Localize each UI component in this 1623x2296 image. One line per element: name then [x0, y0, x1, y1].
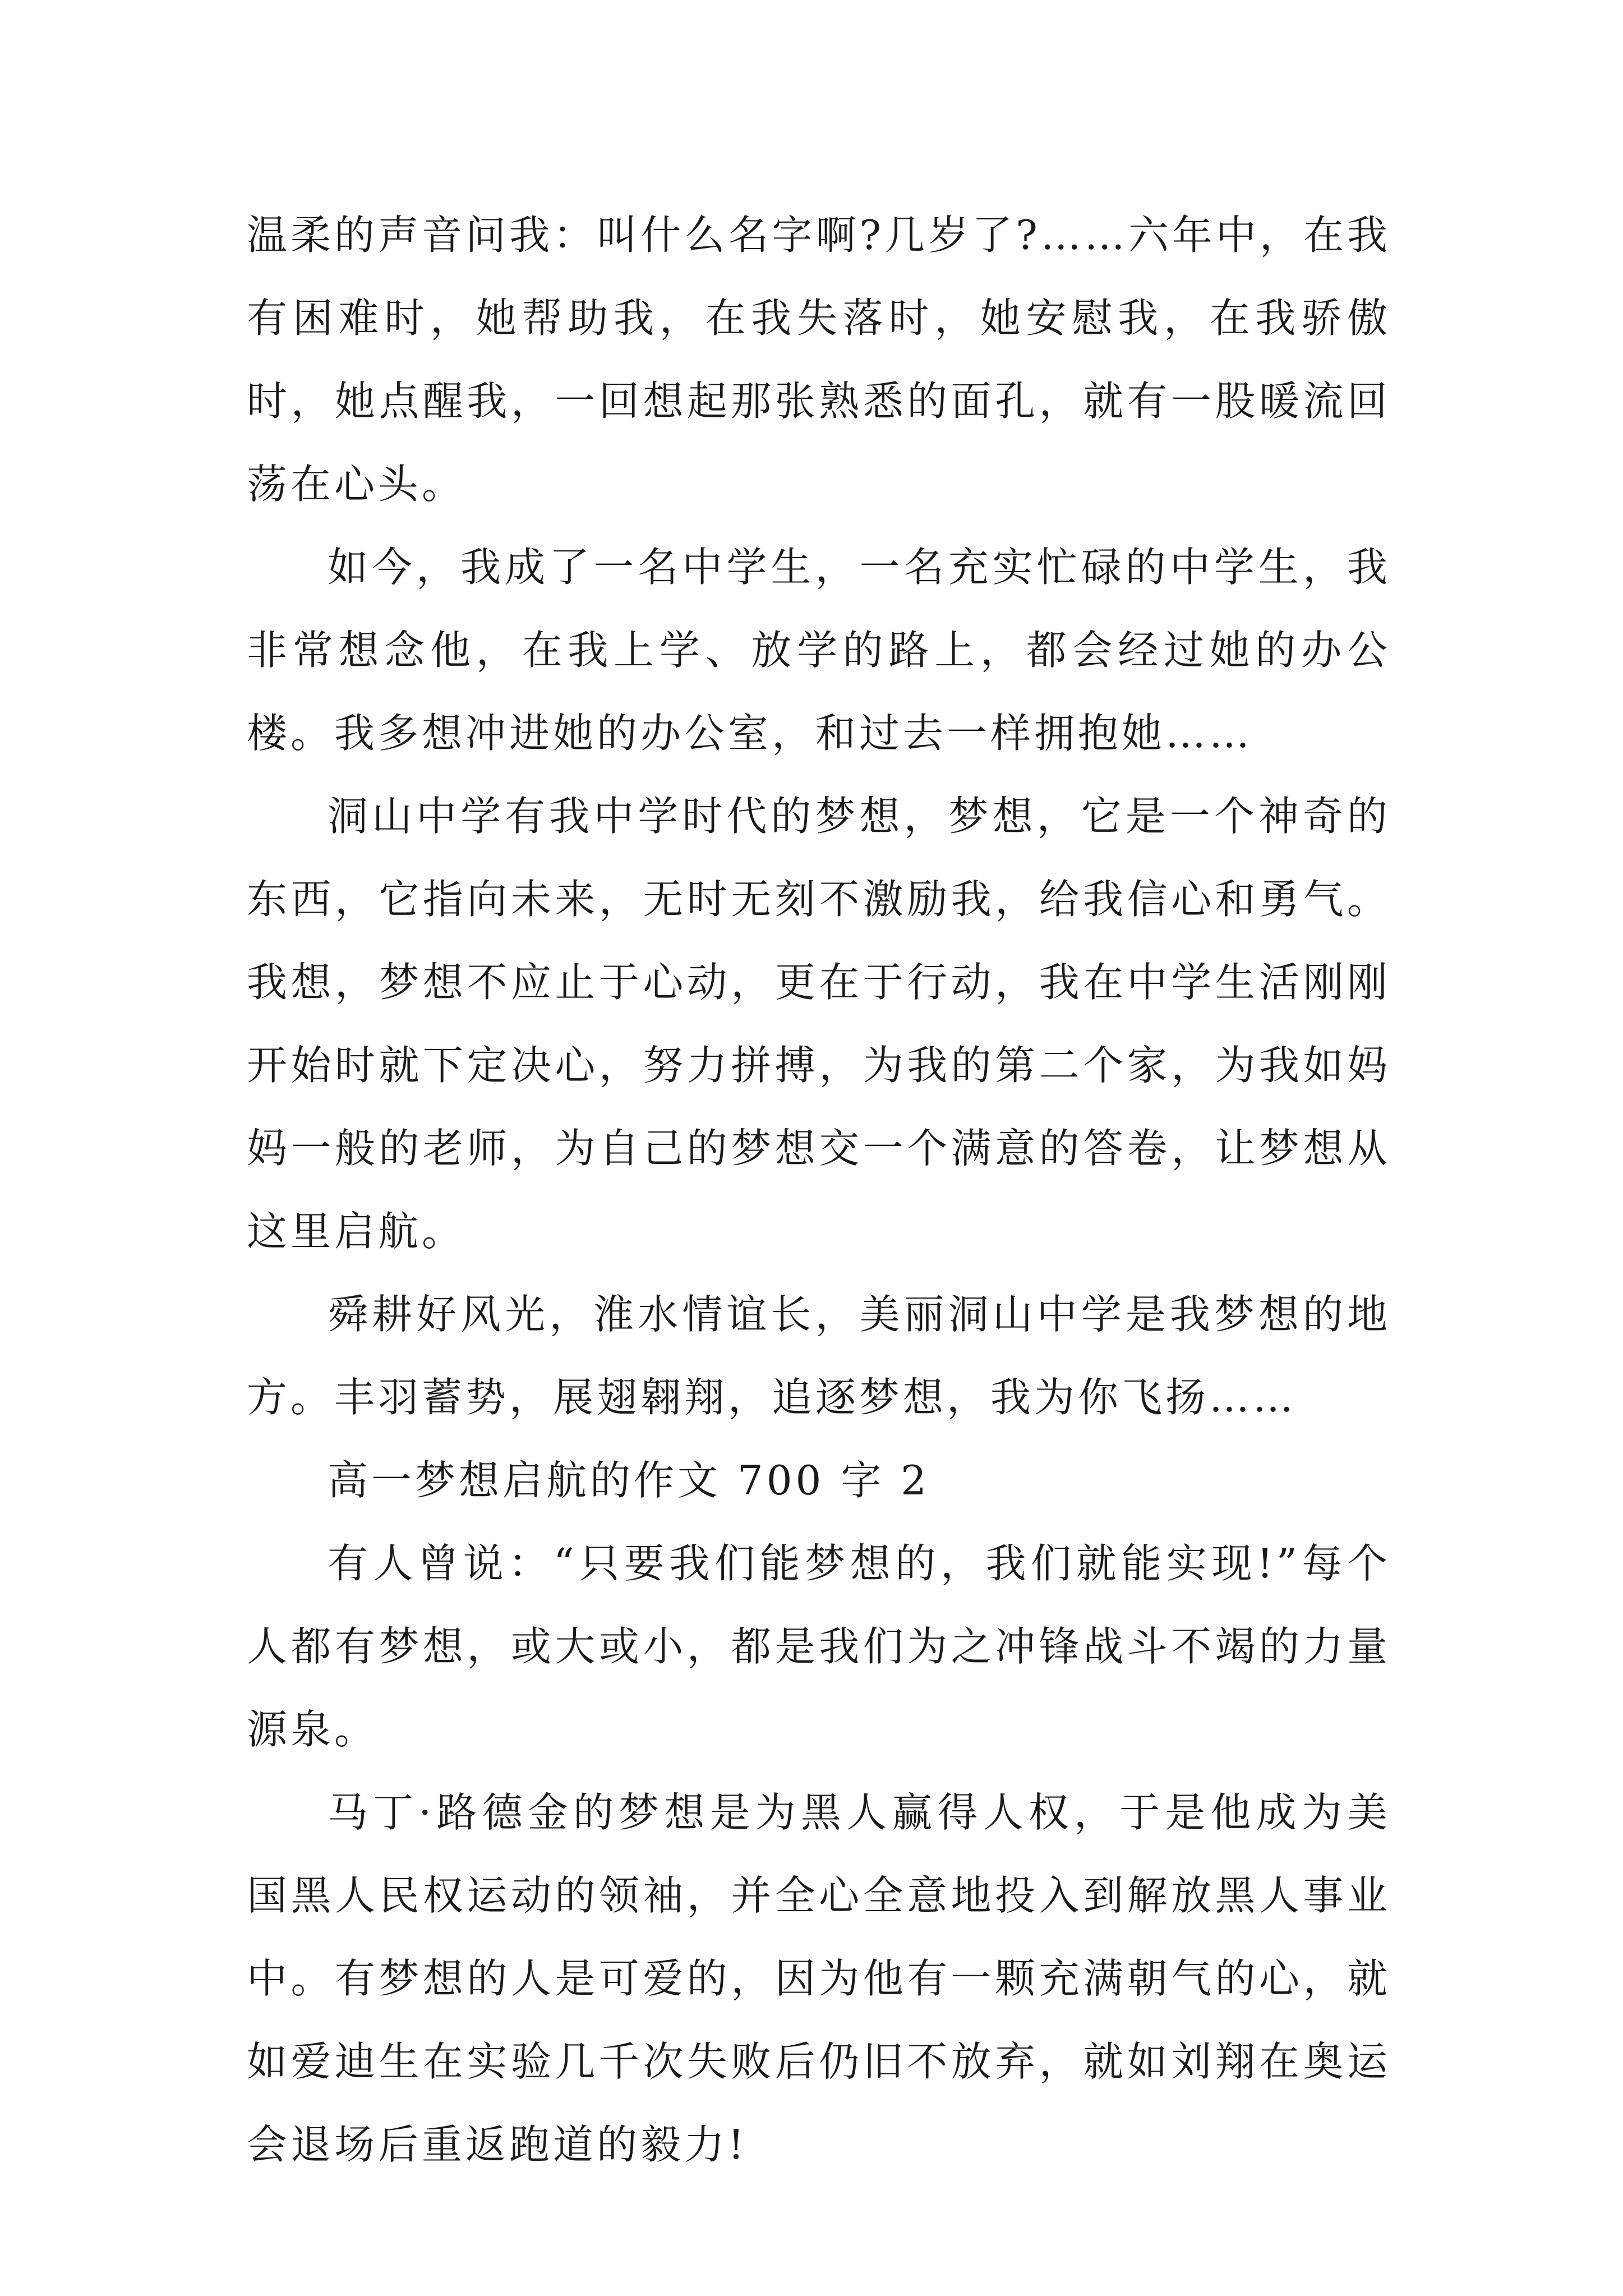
paragraph: 舜耕好风光，淮水情谊长，美丽洞山中学是我梦想的地方。丰羽蓄势，展翅翱翔，追逐梦想，我为你飞扬……	[247, 1291, 1391, 1421]
paragraph: 洞山中学有我中学时代的梦想，梦想，它是一个神奇的东西，它指向未来，无时无刻不激励我，给我信心和勇气。我想，梦想不应止于心动，更在于行动，我在中学生活刚刚开始时就下定决心，努力拼搏，为我的第二个家，为我如妈妈一般的老师，为自己的梦想交一个满意的答卷，让梦想从这里启航。	[247, 793, 1391, 1255]
paragraph: 如今，我成了一名中学生，一名充实忙碌的中学生，我非常想念他，在我上学、放学的路上，都会经过她的办公楼。我多想冲进她的办公室，和过去一样拥抱她……	[247, 544, 1391, 757]
paragraph: 有人曾说：“只要我们能梦想的，我们就能实现!”每个人都有梦想，或大或小，都是我们为之冲锋战斗不竭的力量源泉。	[247, 1540, 1391, 1753]
paragraph-continuation: 温柔的声音问我：叫什么名字啊?几岁了?……六年中，在我有困难时，她帮助我，在我失落时，她安慰我，在我骄傲时，她点醒我，一回想起那张熟悉的面孔，就有一股暖流回荡在心头。	[247, 211, 1391, 508]
section-heading: 高一梦想启航的作文 700 字 2	[328, 1457, 930, 1504]
document-body	[247, 194, 1391, 2186]
paragraph: 马丁·路德金的梦想是为黑人赢得人权，于是他成为美国黑人民权运动的领袖，并全心全意地投入到解放黑人事业中。有梦想的人是可爱的，因为他有一颗充满朝气的心，就如爱迪生在实验几千次失败后仍旧不放弃，就如刘翔在奥运会退场后重返跑道的毅力!	[247, 1789, 1391, 2168]
